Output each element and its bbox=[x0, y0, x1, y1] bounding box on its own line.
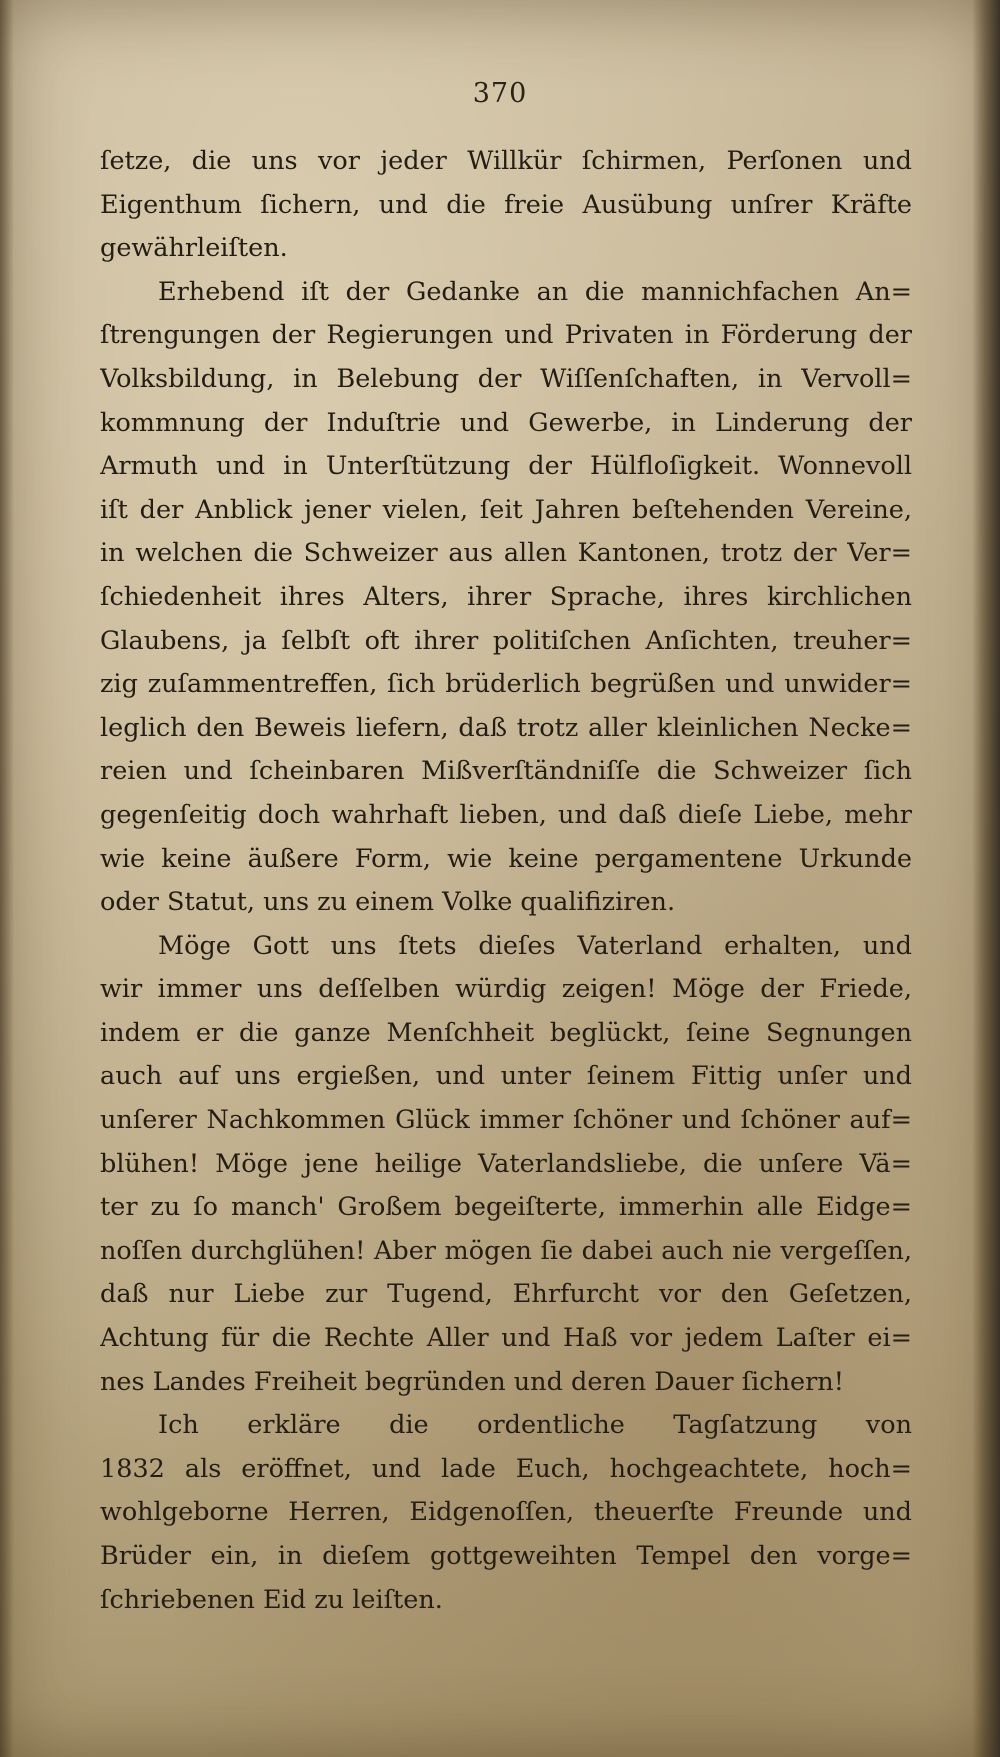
text-line: ter zu ſo manch' Großem begeiſterte, immerhin alle Eidge= bbox=[100, 1192, 912, 1223]
text-line: leglich den Beweis liefern, daß trotz aller kleinlichen Necke= bbox=[100, 712, 912, 743]
text-line: wie keine äußere Form, wie keine pergamentene Urkunde bbox=[100, 843, 912, 874]
text-line: ſtrengungen der Regierungen und Privaten in Förderung der bbox=[100, 320, 912, 351]
text-line: Glaubens, ja ſelbſt oft ihrer politiſchen Anſichten, treuher= bbox=[100, 625, 912, 656]
text-line: Eigenthum ſichern, und die freie Ausübung unſrer Kräfte bbox=[100, 189, 912, 220]
text-line: gegenſeitig doch wahrhaft lieben, und daß dieſe Liebe, mehr bbox=[100, 799, 912, 830]
text-line: iſt der Anblick jener vielen, ſeit Jahren beſtehenden Vereine, bbox=[100, 494, 912, 525]
text-line: indem er die ganze Menſchheit beglückt, ſeine Segnungen bbox=[100, 1017, 912, 1048]
text-line: unſerer Nachkommen Glück immer ſchöner und ſchöner auf= bbox=[100, 1105, 912, 1136]
text-line: 1832 als eröffnet, und lade Euch, hochgeachtete, hoch= bbox=[100, 1453, 912, 1484]
text-line: ſchiedenheit ihres Alters, ihrer Sprache, ihres kirchlichen bbox=[100, 581, 912, 612]
text-line: Brüder ein, in dieſem gottgeweihten Tempel den vorge= bbox=[100, 1541, 912, 1571]
paragraph-start-line: Erhebend iſt der Gedanke an die mannichfachen An= bbox=[158, 276, 912, 307]
page-left-edge-shadow bbox=[0, 0, 14, 1757]
page-right-edge-shadow bbox=[972, 0, 1000, 1757]
text-line: zig zuſammentreffen, ſich brüderlich begrüßen und unwider= bbox=[100, 669, 912, 700]
text-line: reien und ſcheinbaren Mißverſtändniſſe die Schweizer ſich bbox=[100, 756, 912, 787]
text-line: ſchriebenen Eid zu leiſten. bbox=[100, 1584, 443, 1615]
text-line: Achtung für die Rechte Aller und Haß vor jedem Laſter ei= bbox=[100, 1323, 912, 1354]
text-line: wohlgeborne Herren, Eidgenoſſen, theuerſte Freunde und bbox=[100, 1497, 912, 1528]
text-line: auch auf uns ergießen, und unter ſeinem Fittig unſer und bbox=[100, 1061, 912, 1092]
text-line: wir immer uns deſſelben würdig zeigen! Möge der Friede, bbox=[100, 974, 912, 1005]
paragraph-start-line: Möge Gott uns ſtets dieſes Vaterland erhalten, und bbox=[158, 930, 912, 961]
body-text bbox=[100, 140, 912, 1622]
text-line: kommnung der Induſtrie und Gewerbe, in Linderung der bbox=[100, 407, 912, 438]
text-line: blühen! Möge jene heilige Vaterlandsliebe, die unſere Vä= bbox=[100, 1148, 912, 1179]
text-line: nes Landes Freiheit begründen und deren Dauer ſichern! bbox=[100, 1366, 844, 1397]
text-line: Volksbildung, in Belebung der Wiſſenſchaften, in Vervoll= bbox=[100, 363, 912, 394]
text-line: noſſen durchglühen! Aber mögen ſie dabei auch nie vergeſſen, bbox=[100, 1235, 912, 1266]
text-line: ſetze, die uns vor jeder Willkür ſchirmen, Perſonen und bbox=[100, 146, 912, 176]
text-line: Armuth und in Unterſtützung der Hülfloſigkeit. Wonnevoll bbox=[100, 451, 912, 482]
text-line: oder Statut, uns zu einem Volke qualifiziren. bbox=[100, 887, 676, 918]
text-line: daß nur Liebe zur Tugend, Ehrfurcht vor den Geſetzen, bbox=[100, 1279, 912, 1310]
text-line: gewährleiſten. bbox=[100, 233, 288, 264]
paragraph-start-line: Ich erkläre die ordentliche Tagſatzung von bbox=[158, 1410, 912, 1441]
page-number: 370 bbox=[472, 78, 528, 109]
text-line: in welchen die Schweizer aus allen Kantonen, trotz der Ver= bbox=[100, 538, 912, 569]
